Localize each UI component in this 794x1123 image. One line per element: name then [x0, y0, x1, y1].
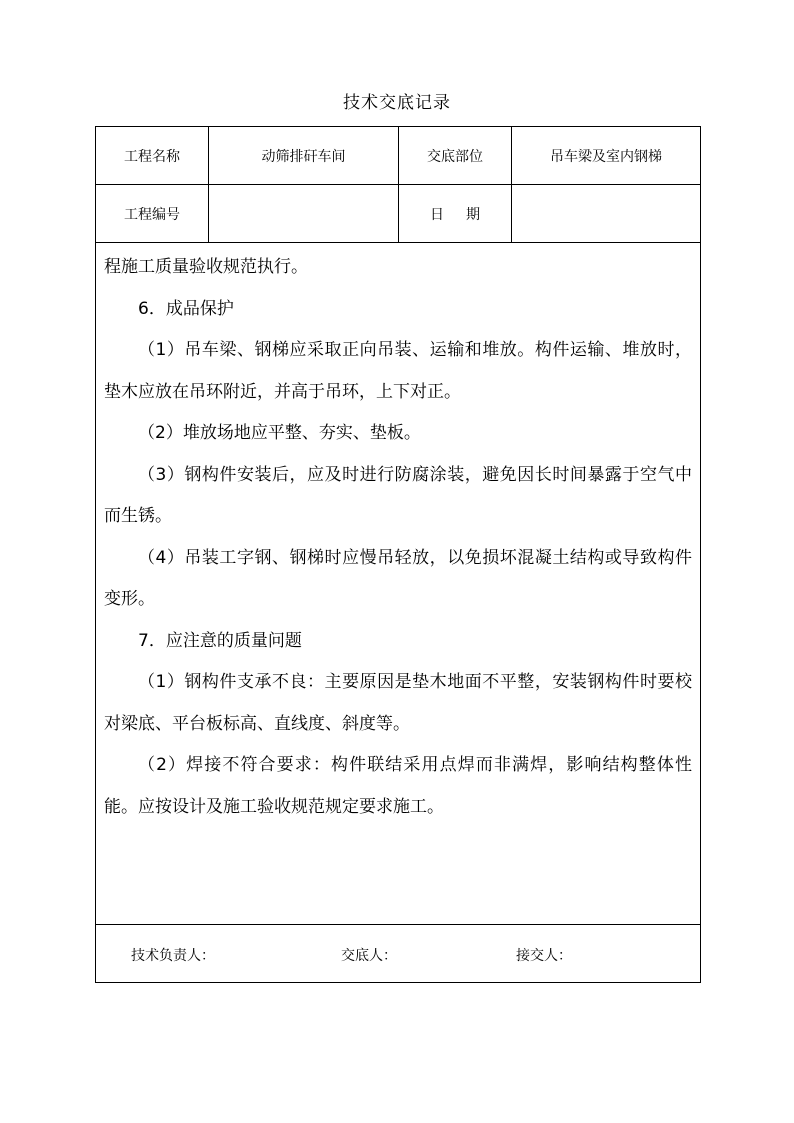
content-paragraph: （3）钢构件安装后，应及时进行防腐涂装，避免因长时间暴露于空气中而生锈。	[104, 464, 692, 526]
project-name-value: 动筛排矸车间	[209, 127, 399, 184]
project-no-value	[209, 185, 399, 242]
date-label: 日期	[399, 185, 512, 242]
project-no-label: 工程编号	[96, 185, 209, 242]
header-row-2	[96, 185, 700, 243]
content-paragraph: （1）钢构件支承不良：主要原因是垫木地面不平整，安装钢构件时要校对梁底、平台板标高、直线度、斜度等。	[104, 672, 692, 734]
project-name-label: 工程名称	[96, 127, 209, 184]
section-heading-finished-protection: 6．成品保护	[138, 298, 234, 319]
signature-row	[96, 924, 700, 982]
date-value	[512, 185, 700, 242]
document-title: 技术交底记录	[343, 93, 451, 113]
tech-lead-label: 技术负责人：	[131, 948, 215, 964]
disclosure-table	[95, 126, 701, 983]
part-label: 交底部位	[399, 127, 512, 184]
section-heading-quality-issues: 7．应注意的质量问题	[138, 630, 302, 651]
receiver-label: 接交人：	[516, 948, 572, 964]
content-paragraph: （2）堆放场地应平整、夯实、垫板。	[138, 423, 421, 443]
content-paragraph: （2）焊接不符合要求：构件联结采用点焊而非满焊，影响结构整体性能。应按设计及施工验收规范规定要求施工。	[104, 755, 692, 817]
disclosure-content	[96, 243, 700, 926]
content-paragraph: （4）吊装工字钢、钢梯时应慢吊轻放，以免损坏混凝土结构或导致构件变形。	[104, 547, 692, 609]
content-line: 程施工质量验收规范执行。	[104, 257, 308, 277]
discloser-label: 交底人：	[341, 948, 397, 964]
part-value: 吊车梁及室内钢梯	[550, 148, 662, 165]
header-row-1	[96, 127, 700, 185]
content-paragraph: （1）吊车梁、钢梯应采取正向吊装、运输和堆放。构件运输、堆放时，垫木应放在吊环附近，并高于吊环，上下对正。	[104, 340, 692, 402]
